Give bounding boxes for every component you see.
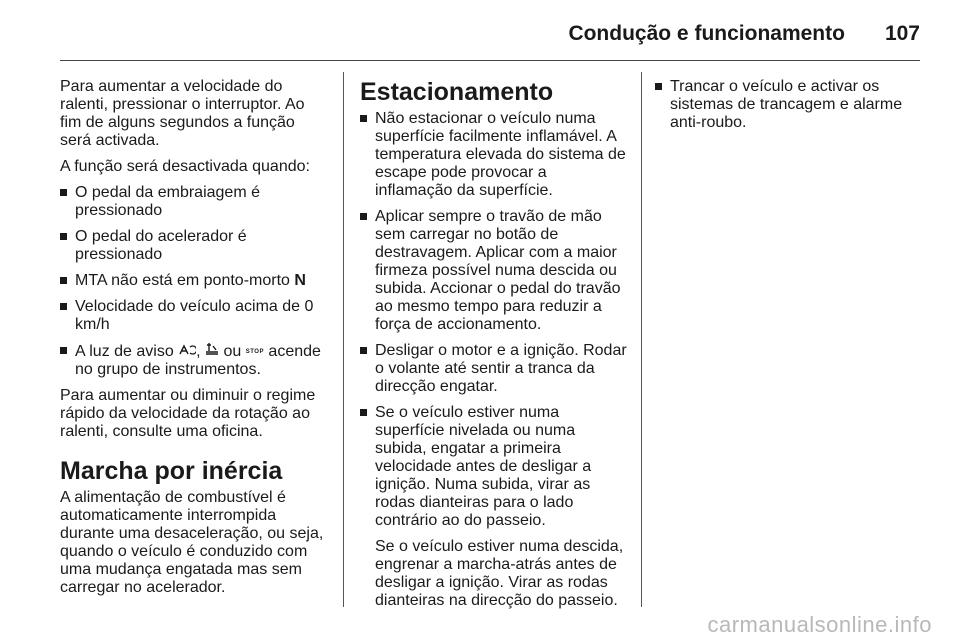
bullet-icon <box>60 277 67 284</box>
column-left <box>60 78 330 605</box>
column-divider <box>641 72 642 607</box>
list-item: Aplicar sempre o travão de mão sem carregar no botão de destravagem. Aplicar com a maior firmeza possível numa descida ou subida. Accionar o pedal do travão ao mesmo tempo para reduzir a força de accionamento. <box>360 208 628 334</box>
bullet-icon <box>60 189 67 196</box>
gear-indicator-icon <box>178 343 196 359</box>
parking-list-continued <box>655 78 920 132</box>
list-item: Velocidade do veículo acima de 0 km/h <box>60 298 330 334</box>
stop-indicator-icon: STOP <box>245 348 264 355</box>
section-heading: Estacionamento <box>360 78 554 106</box>
deactivation-list <box>60 184 330 379</box>
paragraph: Para aumentar a velocidade do ralenti, pressionar o interruptor. Ao fim de alguns segundos a função será activada. <box>60 78 305 149</box>
bullet-icon <box>360 409 367 416</box>
section-heading: Marcha por inércia <box>60 457 283 485</box>
bullet-icon <box>655 83 662 90</box>
column-middle <box>360 78 628 618</box>
bullet-icon <box>60 233 67 240</box>
header-rule <box>60 60 920 61</box>
page-header <box>568 16 920 52</box>
section-title: Condução e funcionamento <box>568 22 845 45</box>
list-item: Desligar o motor e a ignição. Rodar o volante até sentir a tranca da direcção engatar. <box>360 342 628 396</box>
column-right <box>655 78 920 140</box>
list-item: A luz de aviso , ou STOP acende no grupo de instrumentos. <box>60 342 330 379</box>
watermark: carmanualsonline.info <box>707 612 932 637</box>
list-item: O pedal do acelerador é pressionado <box>60 228 330 264</box>
paragraph: A alimentação de combustível é automaticamente interrompida durante uma desaceleração, ou seja, quando o veículo é conduzido com uma mudança engatada mas sem carregar no acelerador. <box>60 489 324 596</box>
eco-mode-icon <box>205 343 219 359</box>
list-item: MTA não está em ponto-morto N <box>60 272 330 290</box>
page-number: 107 <box>884 22 920 45</box>
list-item: Se o veículo estiver numa superfície nivelada ou numa subida, engatar a primeira velocidade antes de desligar a ignição. Numa subida, virar as rodas dianteiras para o lado contrário ao do passeio. Se o veículo estiver numa descida, engrenar a marcha-atrás antes de desligar a ignição. Virar as rodas dianteiras na direcção do passeio. <box>360 404 628 610</box>
column-divider <box>343 72 344 607</box>
paragraph: Para aumentar ou diminuir o regime rápido da velocidade da rotação ao ralenti, consulte uma oficina. <box>60 387 316 440</box>
paragraph: A função será desactivada quando: <box>60 158 310 175</box>
bullet-icon <box>60 347 67 354</box>
bullet-icon <box>60 303 67 310</box>
list-item: Trancar o veículo e activar os sistemas de trancagem e alarme anti-roubo. <box>655 78 920 132</box>
sub-paragraph: Se o veículo estiver numa descida, engrenar a marcha-atrás antes de desligar a ignição. Virar as rodas dianteiras na direcção do passeio. <box>375 538 624 609</box>
list-item: O pedal da embraiagem é pressionado <box>60 184 330 220</box>
bullet-icon <box>360 347 367 354</box>
parking-list <box>360 110 628 610</box>
bullet-icon <box>360 213 367 220</box>
bullet-icon <box>360 115 367 122</box>
list-item: Não estacionar o veículo numa superfície facilmente inflamável. A temperatura elevada do sistema de escape pode provocar a inflamação da superfície. <box>360 110 628 200</box>
